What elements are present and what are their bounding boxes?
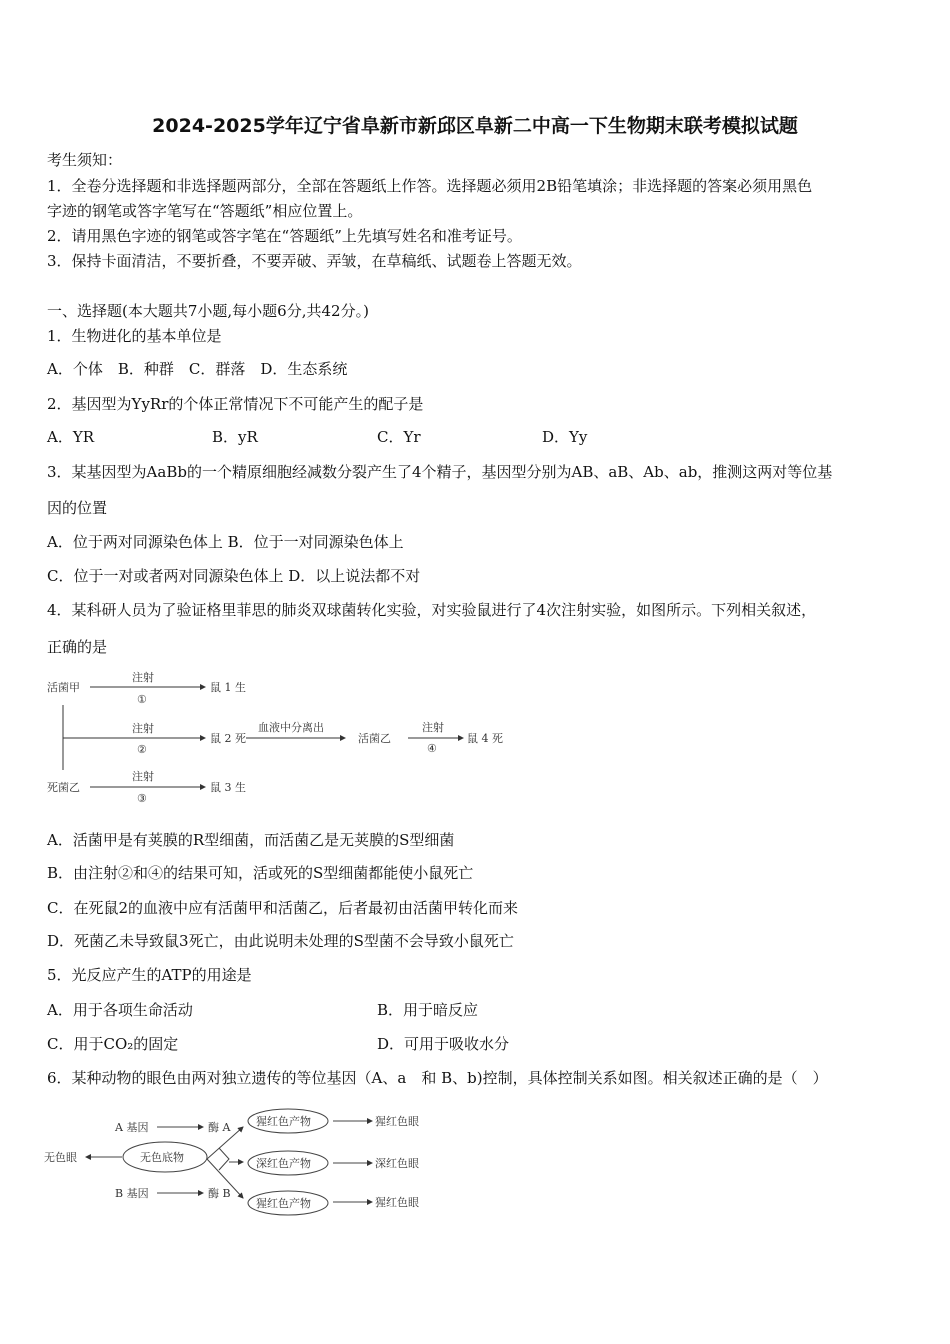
q5-option-b: B．用于暗反应 [377,1001,479,1019]
step-4: ④ [427,742,437,755]
dead-bacteria-b: 死菌乙 [47,781,80,794]
page-title: 2024-2025学年辽宁省阜新市新邱区阜新二中高一下生物期末联考模拟试题 [152,115,798,137]
q4-option-c: C．在死鼠2的血液中应有活菌甲和活菌乙，后者最初由活菌甲转化而来 [47,899,519,917]
inject-label: 注射 [132,770,154,783]
q2-option-b: B．yR [212,428,258,446]
mouse-4: 鼠 4 死 [467,732,503,745]
q2-option-a: A．YR [47,428,95,446]
gene-b: B 基因 [115,1187,149,1200]
q1-options: A．个体 B．种群 C．群落 D．生态系统 [47,360,348,378]
q4-option-a: A．活菌甲是有荚膜的R型细菌，而活菌乙是无荚膜的S型细菌 [47,831,455,849]
q3-stem: 3．某基因型为AaBb的一个精原细胞经减数分裂产生了4个精子，基因型分别为AB、aB、Ab、ab，推测这两对等位基 [47,463,833,481]
q4-stem: 4．某科研人员为了验证格里菲思的肺炎双球菌转化实验，对实验鼠进行了4次注射实验，如图所示。下列相关叙述， [47,601,817,619]
mouse-3: 鼠 3 生 [210,781,246,794]
live-bacteria-b: 活菌乙 [358,732,391,745]
mouse-2: 鼠 2 死 [210,732,246,745]
notice-line: 2．请用黑色字迹的钢笔或答字笔在“答题纸”上先填写姓名和准考证号。 [47,227,522,245]
inject-label: 注射 [422,721,444,734]
enzyme-b: 酶 B [208,1187,231,1200]
eye-1: 猩红色眼 [375,1115,419,1128]
q2-stem: 2．基因型为YyRr的个体正常情况下不可能产生的配子是 [47,395,424,413]
q4-option-d: D．死菌乙未导致鼠3死亡，由此说明未处理的S型菌不会导致小鼠死亡 [47,932,514,950]
q3-options-cd: C．位于一对或者两对同源染色体上 D．以上说法都不对 [47,567,421,585]
notice-line: 字迹的钢笔或答字笔写在“答题纸”相应位置上。 [47,202,363,220]
product-3: 猩红色产物 [256,1197,311,1210]
q5-option-c: C．用于CO₂的固定 [47,1035,179,1053]
q2-option-c: C．Yr [377,428,421,446]
eye-2: 深红色眼 [375,1157,419,1170]
q5-option-a: A．用于各项生命活动 [47,1001,193,1019]
product-2: 深红色产物 [256,1157,311,1170]
step-3: ③ [137,792,147,805]
inject-label: 注射 [132,671,154,684]
step-2: ② [137,743,147,756]
q2-option-d: D．Yy [542,428,588,446]
q6-stem: 6．某种动物的眼色由两对独立遗传的等位基因（A、a 和 B、b)控制，具体控制关系如图。相关叙述正确的是（ ） [47,1069,828,1087]
enzyme-a: 酶 A [208,1121,231,1134]
eye-3: 猩红色眼 [375,1196,419,1209]
product-1: 猩红色产物 [256,1115,311,1128]
inject-label: 注射 [132,722,154,735]
section-heading: 一、选择题(本大题共7小题,每小题6分,共42分。) [47,302,369,320]
mouse-1: 鼠 1 生 [210,681,246,694]
q5-option-d: D．可用于吸收水分 [377,1035,510,1053]
injection-diagram [63,687,463,787]
q3-options-ab: A．位于两对同源染色体上 B．位于一对同源染色体上 [47,533,404,551]
gene-a: A 基因 [115,1121,149,1134]
isolate-label: 血液中分离出 [258,721,324,734]
q4-stem-cont: 正确的是 [47,638,108,656]
notice-line: 1．全卷分选择题和非选择题两部分，全部在答题纸上作答。选择题必须用2B铅笔填涂；非选择题的答案必须用黑色 [47,177,813,195]
q1-stem: 1．生物进化的基本单位是 [47,327,222,345]
q3-stem-cont: 因的位置 [47,499,108,517]
notice-line: 3．保持卡面清洁，不要折叠，不要弄破、弄皱，在草稿纸、试题卷上答题无效。 [47,252,582,270]
q5-stem: 5．光反应产生的ATP的用途是 [47,966,252,984]
notice-heading: 考生须知： [47,151,123,169]
colorless-substrate: 无色底物 [140,1151,184,1164]
q4-option-b: B．由注射②和④的结果可知，活或死的S型细菌都能使小鼠死亡 [47,864,474,882]
colorless-eye: 无色眼 [44,1151,77,1164]
step-1: ① [137,693,147,706]
live-bacteria-a: 活菌甲 [47,681,80,694]
